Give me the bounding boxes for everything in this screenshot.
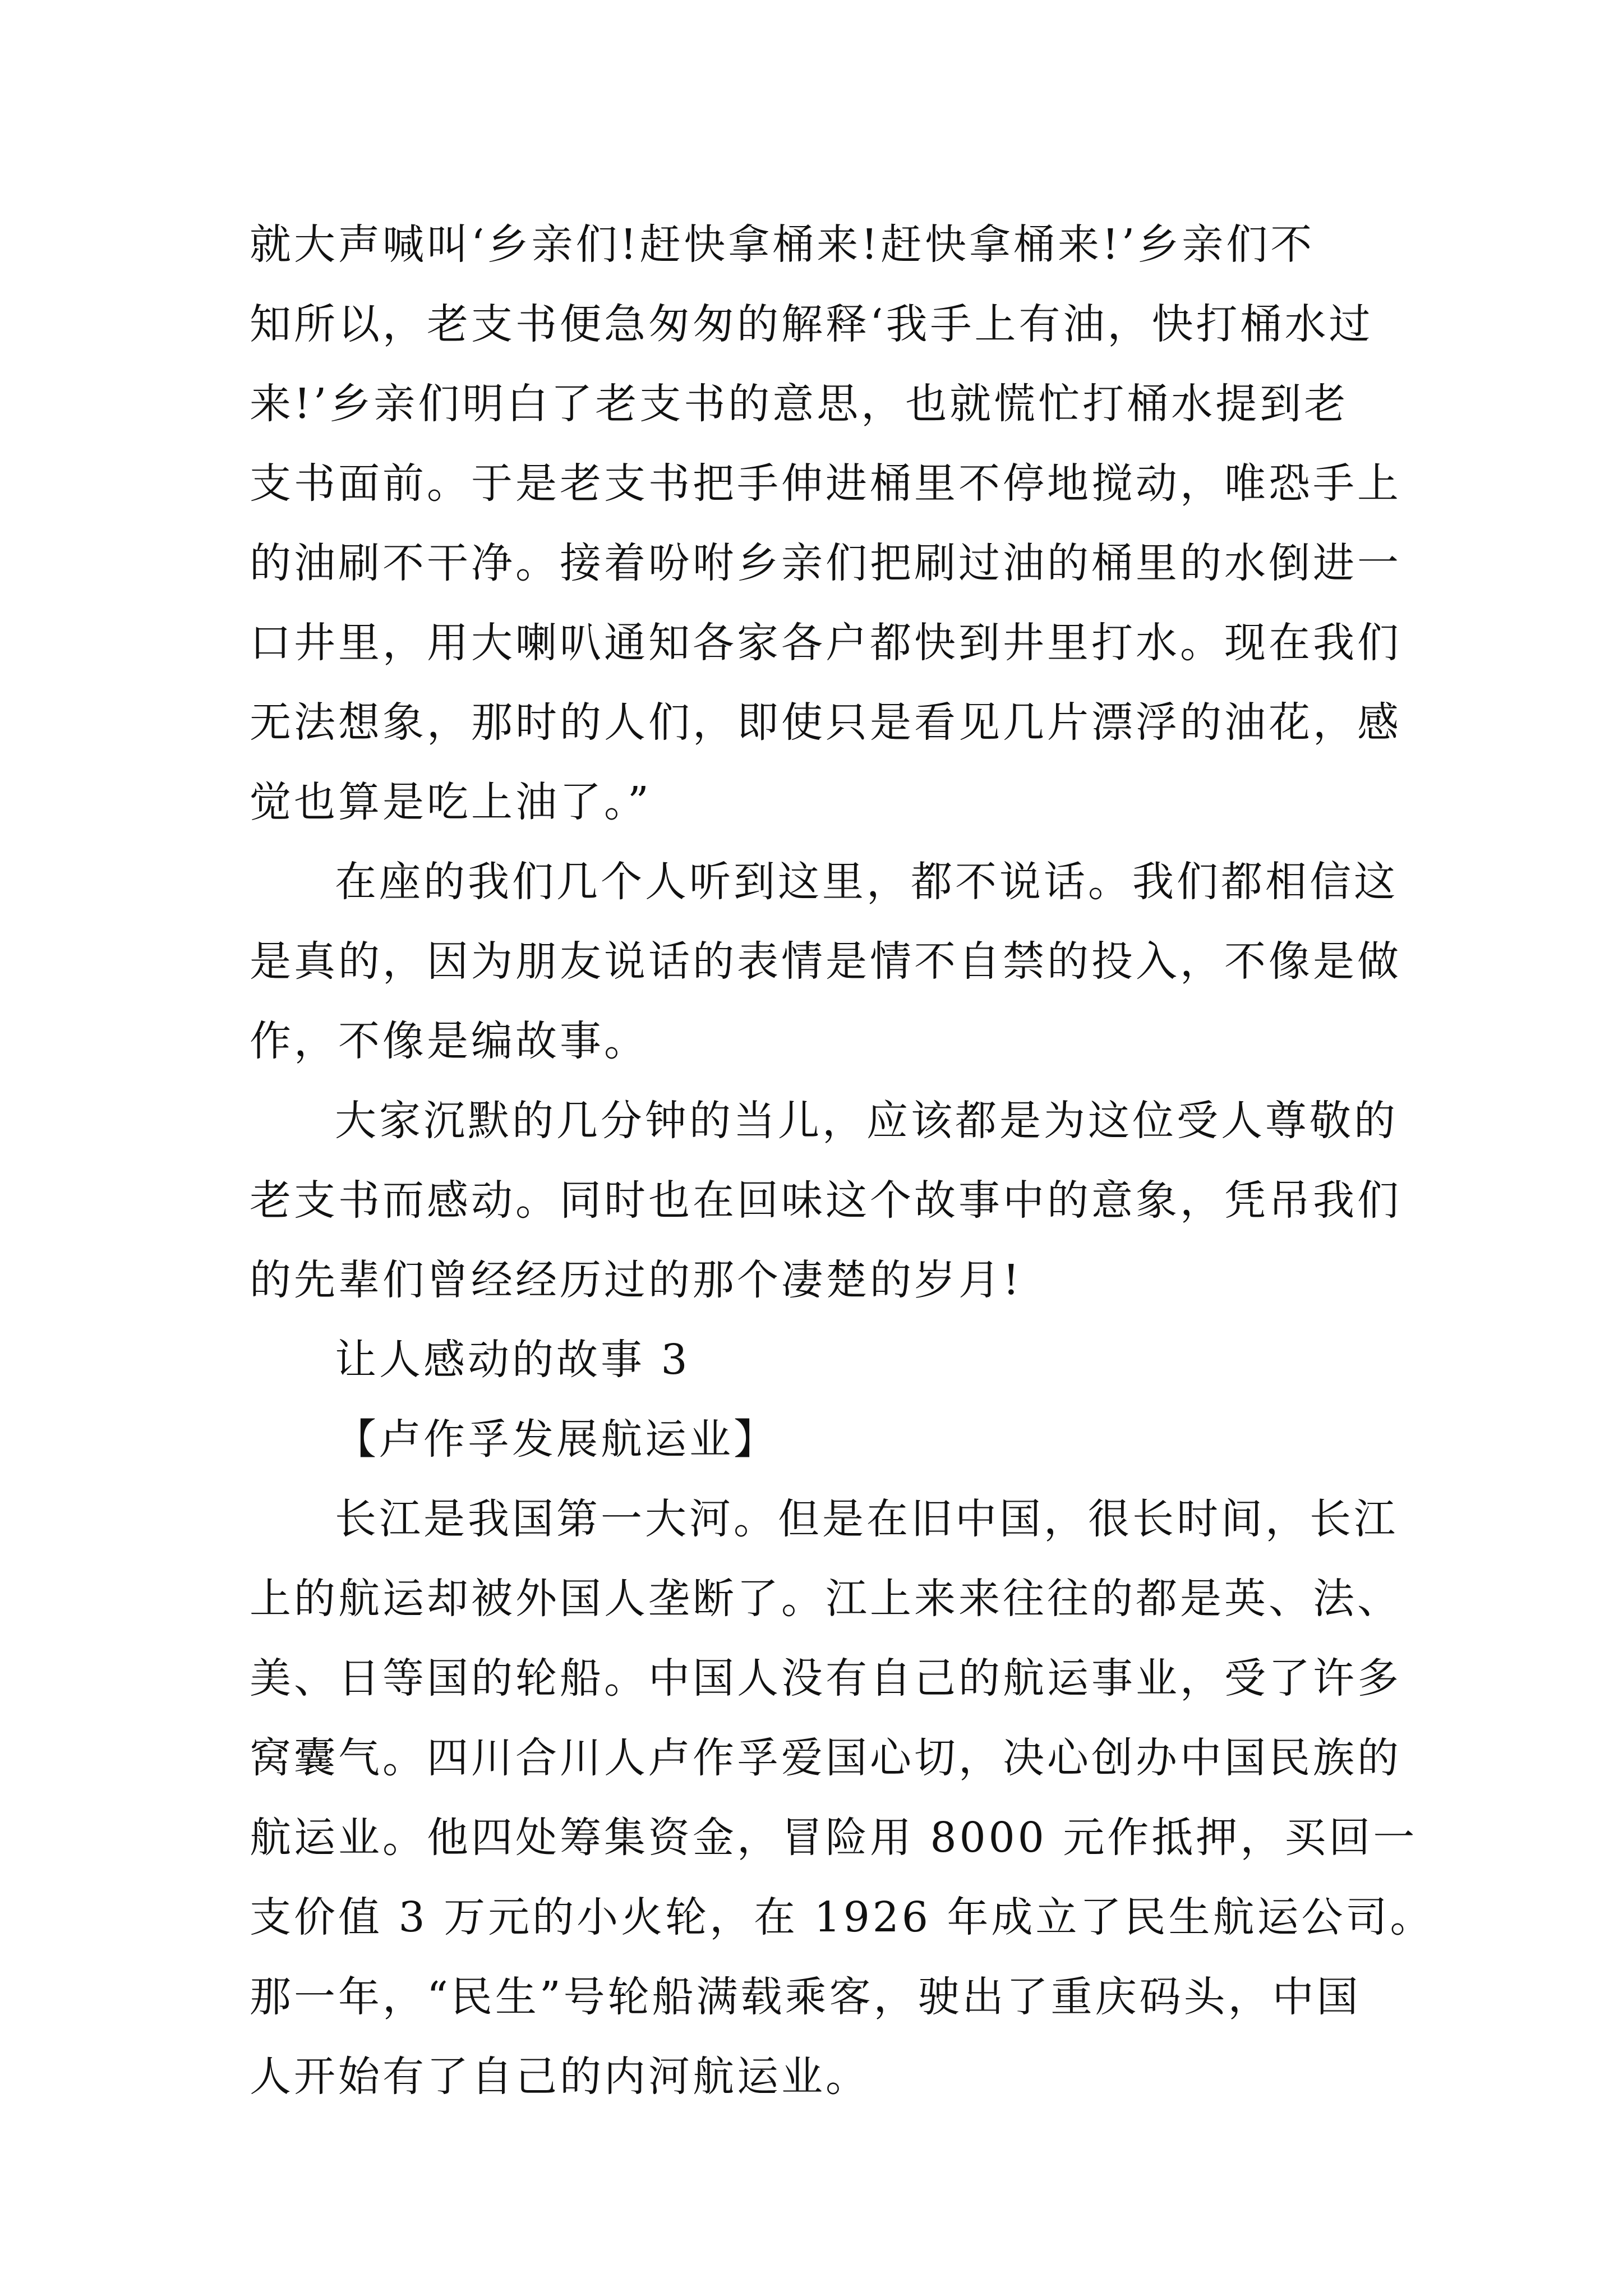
text-line: 的先辈们曾经经历过的那个凄楚的岁月! (250, 1256, 1022, 1304)
text-line: 那一年，“民生”号轮船满载乘客，驶出了重庆码头，中国 (250, 1973, 1361, 2021)
text-line: 老支书而感动。同时也在回味这个故事中的意象，凭吊我们 (250, 1176, 1401, 1225)
text-line: 美、日等国的轮船。中国人没有自己的航运事业，受了许多 (250, 1654, 1401, 1703)
text-line: 来!’乡亲们明白了老支书的意思，也就慌忙打桶水提到老 (250, 380, 1349, 428)
paragraph-start-line: 大家沉默的几分钟的当儿，应该都是为这位受人尊敬的 (335, 1097, 1398, 1145)
document-body (250, 205, 1435, 2116)
text-line: 就大声喊叫‘乡亲们!赶快拿桶来!赶快拿桶来!’乡亲们不 (250, 220, 1315, 269)
story-title: 【卢作孚发展航运业】 (335, 1415, 778, 1464)
text-line: 口井里，用大喇叭通知各家各户都快到井里打水。现在我们 (250, 619, 1401, 667)
text-line: 作，不像是编故事。 (250, 1017, 648, 1065)
text-line: 窝囊气。四川合川人卢作孚爱国心切，决心创办中国民族的 (250, 1734, 1401, 1782)
paragraph-start-line: 在座的我们几个人听到这里，都不说话。我们都相信这 (335, 858, 1398, 906)
text-line: 无法想象，那时的人们，即使只是看见几片漂浮的油花，感 (250, 698, 1401, 747)
text-line: 知所以，老支书便急匆匆的解释‘我手上有油，快打桶水过 (250, 300, 1373, 348)
section-heading: 让人感动的故事 3 (335, 1336, 690, 1384)
text-line: 上的航运却被外国人垄断了。江上来来往往的都是英、法、 (250, 1575, 1401, 1623)
text-line: 支价值 3 万元的小火轮，在 1926 年成立了民生航运公司。 (250, 1893, 1435, 1941)
text-line: 人开始有了自己的内河航运业。 (250, 2053, 870, 2101)
text-line: 觉也算是吃上油了。” (250, 778, 652, 826)
text-line: 是真的，因为朋友说话的表情是情不自禁的投入，不像是做 (250, 937, 1401, 986)
text-line: 的油刷不干净。接着吩咐乡亲们把刷过油的桶里的水倒进一 (250, 539, 1401, 587)
paragraph-start-line: 长江是我国第一大河。但是在旧中国，很长时间，长江 (335, 1495, 1398, 1543)
text-line: 支书面前。于是老支书把手伸进桶里不停地搅动，唯恐手上 (250, 459, 1401, 508)
text-line: 航运业。他四处筹集资金，冒险用 8000 元作抵押，买回一 (250, 1814, 1418, 1862)
